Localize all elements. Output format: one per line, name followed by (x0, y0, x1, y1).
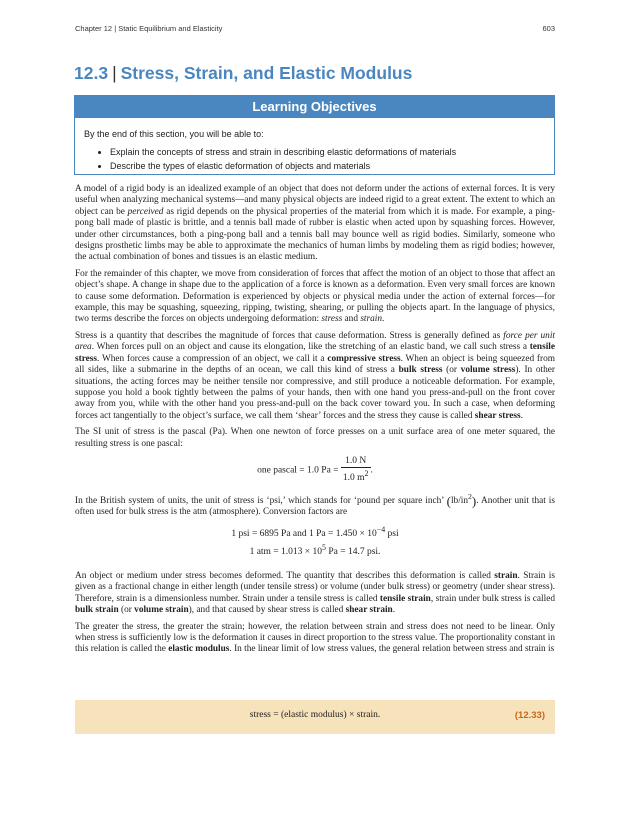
section-title (74, 63, 412, 84)
running-header (75, 24, 555, 33)
paragraph-strain: An object or medium under stress becomes deformed. The quantity that describes this deformation is called strain. Strain is given as a fractional change in either length (under tensile stress) or volume (under bulk stress) or geometry (under shear stress). Therefore, strain is a dimensionless number. Strain under a tensile stress is called tensile strain, strain under bulk stress is called bulk strain (or volume strain), and that caused by shear stress is called shear strain. (75, 570, 555, 616)
section-number: 12.3 (74, 63, 109, 83)
term-bulk-strain: bulk strain (75, 605, 119, 616)
objective-item: • Describe the types of elastic deformation of objects and materials (110, 161, 554, 171)
term-compressive-stress: compressive stress (327, 353, 401, 364)
title-separator: | (112, 63, 117, 83)
term-shear-stress: shear stress (474, 410, 521, 421)
equation-number: (12.33) (514, 710, 545, 721)
term-shear-strain: shear strain (345, 605, 393, 616)
term-bulk-stress: bulk stress (398, 365, 443, 376)
paragraph-si-unit: The SI unit of stress is the pascal (Pa). When one newton of force presses on a unit surface area of one meter squared, the resulting stress is one pascal: (75, 427, 555, 449)
term-elastic-modulus: elastic modulus (168, 644, 230, 655)
equation-stress-strain: stress = (elastic modulus) × strain. (249, 710, 381, 720)
term-strain: strain (494, 570, 518, 581)
objective-item: • Explain the concepts of stress and strain in describing elastic deformations of materials (110, 147, 554, 157)
paragraph-deformation: For the remainder of this chapter, we move from consideration of forces that affect the motion of an object to those that affect an object’s shape. A change in shape due to the application of a force is known as a deformation. Even very small forces are known to cause some deformation. Deformation is experienced by objects or physical media under the action of external forces—for example, this may be squashing, squeezing, ripping, twisting, shearing, or pulling the objects apart. In the language of physics, two terms describe the forces on objects undergoing deformation: stress and strain. (75, 268, 555, 325)
equation-box (75, 700, 555, 734)
chapter-title: Chapter 12 | Static Equilibrium and Elasticity (75, 24, 223, 33)
paragraph-rigid-body: A model of a rigid body is an idealized example of an object that does not deform under the actions of external forces. It is very useful when analyzing mechanical systems—and many physical objects are indeed rigid to a great extent. The extent to which an object can be perceived as rigid depends on the physical properties of the material from which it is made. For example, a ping-pong ball made of plastic is brittle, and a tennis ball made of rubber is elastic when acted upon by squashing forces. However, under other circumstances, both a ping-pong ball and a tennis ball may bounce well as rigid bodies. Similarly, someone who designs prosthetic limbs may be able to approximate the mechanics of human limbs by modeling them as rigid bodies; however, the actual combination of bones and tissues is an elastic medium. (75, 184, 556, 263)
term-volume-stress: volume stress (460, 365, 516, 376)
learning-objectives-heading: Learning Objectives (75, 96, 554, 118)
term-volume-strain: volume strain (134, 605, 189, 616)
learning-objectives-intro: By the end of this section, you will be able to: (84, 129, 264, 139)
equation-conversion-psi: 1 psi = 6895 Pa and 1 $Pa = 1.450 \times 10^{-4}$ psi (231, 524, 399, 539)
page-number: 603 (542, 24, 555, 33)
term-tensile-stress: tensile stress (75, 342, 555, 364)
paragraph-elastic-modulus: The greater the stress, the greater the strain; however, the relation between strain and stress does not need to be linear. Only when stress is sufficiently low is the deformation it causes in direct proportion to the stress value. The proportionality constant in this relation is called the elastic modulus. In the linear limit of low stress values, the general relation between stress and strain is (75, 621, 555, 655)
fraction: $\frac{1.0 N}{1.0 m^2}$ (342, 455, 369, 484)
term-tensile-strain: tensile strain (379, 593, 431, 604)
equation-pascal: one pascal = 1.0 Pa = $\frac{1.0 N}{1.0 m^2}$ . (257, 455, 373, 484)
paragraph-stress: Stress is a quantity that describes the magnitude of forces that cause deformation. Stress is generally defined as force per unit area. When forces pull on an object and cause its elongation, like the stretching of an elastic band, we call such stress a tensile stress. When forces cause a compression of an object, we call it a compressive stress. When an object is being squeezed from all sides, like a submarine in the depths of an ocean, we call this kind of stress a bulk stress (or volume stress). In other situations, the acting forces may be neither tensile nor compressive, and still produce a noticeable deformation. For example, suppose you hold a book tightly between the palms of your hands, then with one hand you press-and-pull on the front cover away from you, while with the other hand you press-and-pull on the back cover toward you. In such a case, when deforming forces act tangentially to the object’s surface, we call them ‘shear’ forces and the stress they cause is called shear stress. (75, 330, 555, 421)
equation-conversion-atm: 1 atm = $1.013 \times 10^5$ Pa = 14.7 psi. (249, 543, 381, 558)
objectives-list (75, 147, 554, 172)
body-text (75, 184, 555, 661)
paragraph-british-units: In the British system of units, the unit of stress is ‘psi,’ which stands for ‘pound per square inch’ $(lb/in^2)$. Another unit that is often used for bulk stress is the atm (atmosphere). Conversion factors are (75, 491, 555, 518)
learning-objectives-box (74, 95, 555, 175)
section-name: Stress, Strain, and Elastic Modulus (120, 63, 413, 83)
